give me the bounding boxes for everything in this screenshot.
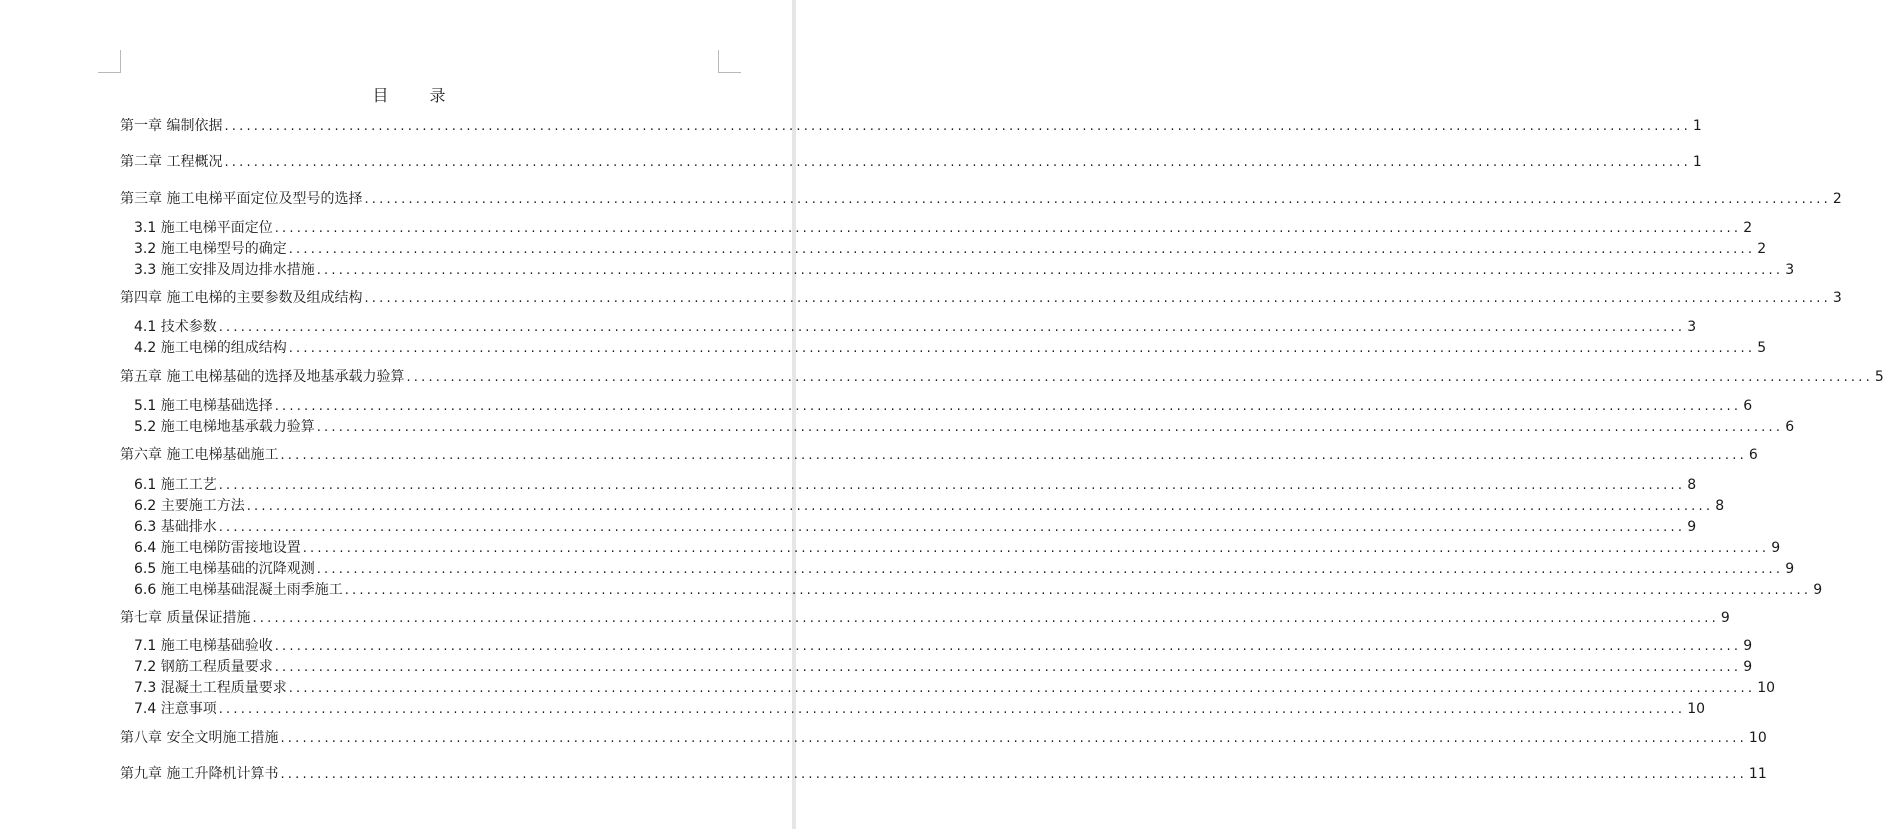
toc-section-entry[interactable] [134, 559, 1795, 580]
toc-section-entry[interactable] [134, 517, 1697, 538]
dot-leader: ........................................................................................................................................................................................................ [274, 639, 1742, 654]
toc-entry-page-number: 9 [1771, 540, 1781, 556]
dot-leader: ........................................................................................................................................................................................................ [288, 341, 1756, 356]
toc-chapter-entry[interactable] [120, 728, 1767, 749]
dot-leader: ........................................................................................................................................................................................................ [218, 320, 1686, 335]
toc-entry-label: 第四章 施工电梯的主要参数及组成结构 [120, 290, 363, 306]
toc-chapter-entry[interactable] [120, 608, 1730, 629]
toc-chapter-entry[interactable] [120, 288, 1842, 309]
toc-section-entry[interactable] [134, 338, 1767, 359]
toc-section-entry[interactable] [134, 538, 1781, 559]
toc-entry-page-number: 2 [1743, 220, 1753, 236]
toc-section-entry[interactable] [134, 239, 1767, 260]
toc-entry-label: 5.2 施工电梯地基承载力验算 [134, 419, 315, 435]
dot-leader: ........................................................................................................................................................................................................ [316, 562, 1784, 577]
toc-entry-label: 6.6 施工电梯基础混凝土雨季施工 [134, 582, 343, 598]
toc-section-entry[interactable] [134, 699, 1706, 720]
toc-section-entry[interactable] [134, 657, 1753, 678]
toc-section-entry[interactable] [134, 317, 1697, 338]
toc-section-entry[interactable] [134, 218, 1753, 239]
dot-leader: ........................................................................................................................................................................................................ [218, 702, 1686, 717]
dot-leader: ........................................................................................................................................................................................................ [274, 221, 1742, 236]
toc-entry-label: 3.2 施工电梯型号的确定 [134, 241, 287, 257]
dot-leader: ........................................................................................................................................................................................................ [280, 731, 1747, 746]
toc-entry-label: 6.4 施工电梯防雷接地设置 [134, 540, 301, 556]
dot-leader: ........................................................................................................................................................................................................ [364, 291, 1831, 306]
toc-section-entry[interactable] [134, 636, 1753, 657]
toc-entry-page-number: 9 [1743, 659, 1753, 675]
toc-entry-label: 7.3 混凝土工程质量要求 [134, 680, 287, 696]
dot-leader: ........................................................................................................................................................................................................ [218, 520, 1686, 535]
dot-leader: ........................................................................................................................................................................................................ [302, 541, 1770, 556]
toc-entry-label: 第一章 编制依据 [120, 118, 223, 134]
toc-entry-page-number: 9 [1813, 582, 1823, 598]
toc-entry-page-number: 5 [1757, 340, 1767, 356]
toc-chapter-entry[interactable] [120, 764, 1767, 785]
margin-corner-mark-right [718, 50, 741, 73]
margin-corner-mark-left [98, 50, 121, 73]
toc-entry-label: 第二章 工程概况 [120, 154, 223, 170]
toc-entry-page-number: 8 [1687, 477, 1697, 493]
toc-section-entry[interactable] [134, 417, 1795, 438]
toc-entry-page-number: 9 [1720, 610, 1730, 626]
dot-leader: ........................................................................................................................................................................................................ [288, 681, 1756, 696]
toc-entry-label: 7.1 施工电梯基础验收 [134, 638, 273, 654]
dot-leader: ........................................................................................................................................................................................................ [364, 192, 1831, 207]
toc-entry-page-number: 8 [1715, 498, 1725, 514]
toc-entry-page-number: 5 [1874, 369, 1884, 385]
toc-entry-label: 3.1 施工电梯平面定位 [134, 220, 273, 236]
toc-chapter-entry[interactable] [120, 116, 1702, 137]
toc-chapter-entry[interactable] [120, 445, 1758, 466]
dot-leader: ........................................................................................................................................................................................................ [246, 499, 1714, 514]
toc-entry-page-number: 6 [1785, 419, 1795, 435]
toc-entry-label: 6.1 施工工艺 [134, 477, 217, 493]
dot-leader: ........................................................................................................................................................................................................ [218, 478, 1686, 493]
toc-entry-label: 6.5 施工电梯基础的沉降观测 [134, 561, 315, 577]
dot-leader: ........................................................................................................................................................................................................ [274, 660, 1742, 675]
toc-entry-label: 第五章 施工电梯基础的选择及地基承载力验算 [120, 369, 405, 385]
toc-entry-page-number: 6 [1743, 398, 1753, 414]
dot-leader: ........................................................................................................................................................................................................ [316, 263, 1784, 278]
toc-entry-page-number: 9 [1687, 519, 1697, 535]
toc-entry-label: 4.1 技术参数 [134, 319, 217, 335]
toc-chapter-entry[interactable] [120, 189, 1842, 210]
dot-leader: ........................................................................................................................................................................................................ [274, 399, 1742, 414]
toc-entry-label: 第三章 施工电梯平面定位及型号的选择 [120, 191, 363, 207]
toc-section-entry[interactable] [134, 496, 1725, 517]
toc-entry-page-number: 6 [1748, 447, 1758, 463]
dot-leader: ........................................................................................................................................................................................................ [316, 420, 1784, 435]
toc-entry-page-number: 3 [1785, 262, 1795, 278]
toc-entry-label: 第六章 施工电梯基础施工 [120, 447, 279, 463]
toc-entry-page-number: 11 [1748, 766, 1767, 782]
toc-entry-label: 6.2 主要施工方法 [134, 498, 245, 514]
toc-section-entry[interactable] [134, 475, 1697, 496]
toc-entry-page-number: 3 [1832, 290, 1842, 306]
dot-leader: ........................................................................................................................................................................................................ [406, 370, 1873, 385]
dot-leader: ........................................................................................................................................................................................................ [224, 155, 1691, 170]
toc-entry-page-number: 10 [1748, 730, 1767, 746]
toc-title: 目 录 [372, 86, 464, 105]
toc-entry-label: 7.4 注意事项 [134, 701, 217, 717]
toc-entry-page-number: 1 [1692, 118, 1702, 134]
toc-chapter-entry[interactable] [120, 367, 1884, 388]
toc-entry-label: 第九章 施工升降机计算书 [120, 766, 279, 782]
toc-entry-page-number: 2 [1757, 241, 1767, 257]
dot-leader: ........................................................................................................................................................................................................ [280, 448, 1747, 463]
toc-entry-label: 7.2 钢筋工程质量要求 [134, 659, 273, 675]
toc-entry-label: 4.2 施工电梯的组成结构 [134, 340, 287, 356]
toc-section-entry[interactable] [134, 260, 1795, 281]
dot-leader: ........................................................................................................................................................................................................ [224, 119, 1691, 134]
dot-leader: ........................................................................................................................................................................................................ [252, 611, 1719, 626]
dot-leader: ........................................................................................................................................................................................................ [288, 242, 1756, 257]
toc-entry-label: 第八章 安全文明施工措施 [120, 730, 279, 746]
dot-leader: ........................................................................................................................................................................................................ [344, 583, 1812, 598]
toc-chapter-entry[interactable] [120, 152, 1702, 173]
dot-leader: ........................................................................................................................................................................................................ [280, 767, 1747, 782]
toc-entry-page-number: 3 [1687, 319, 1697, 335]
toc-entry-page-number: 10 [1757, 680, 1776, 696]
toc-section-entry[interactable] [134, 678, 1776, 699]
toc-entry-page-number: 9 [1743, 638, 1753, 654]
toc-entry-label: 第七章 质量保证措施 [120, 610, 251, 626]
toc-entry-label: 5.1 施工电梯基础选择 [134, 398, 273, 414]
toc-section-entry[interactable] [134, 580, 1823, 601]
toc-entry-label: 3.3 施工安排及周边排水措施 [134, 262, 315, 278]
toc-entry-page-number: 10 [1687, 701, 1706, 717]
toc-entry-label: 6.3 基础排水 [134, 519, 217, 535]
toc-entry-page-number: 1 [1692, 154, 1702, 170]
toc-section-entry[interactable] [134, 396, 1753, 417]
toc-entry-page-number: 9 [1785, 561, 1795, 577]
toc-entry-page-number: 2 [1832, 191, 1842, 207]
